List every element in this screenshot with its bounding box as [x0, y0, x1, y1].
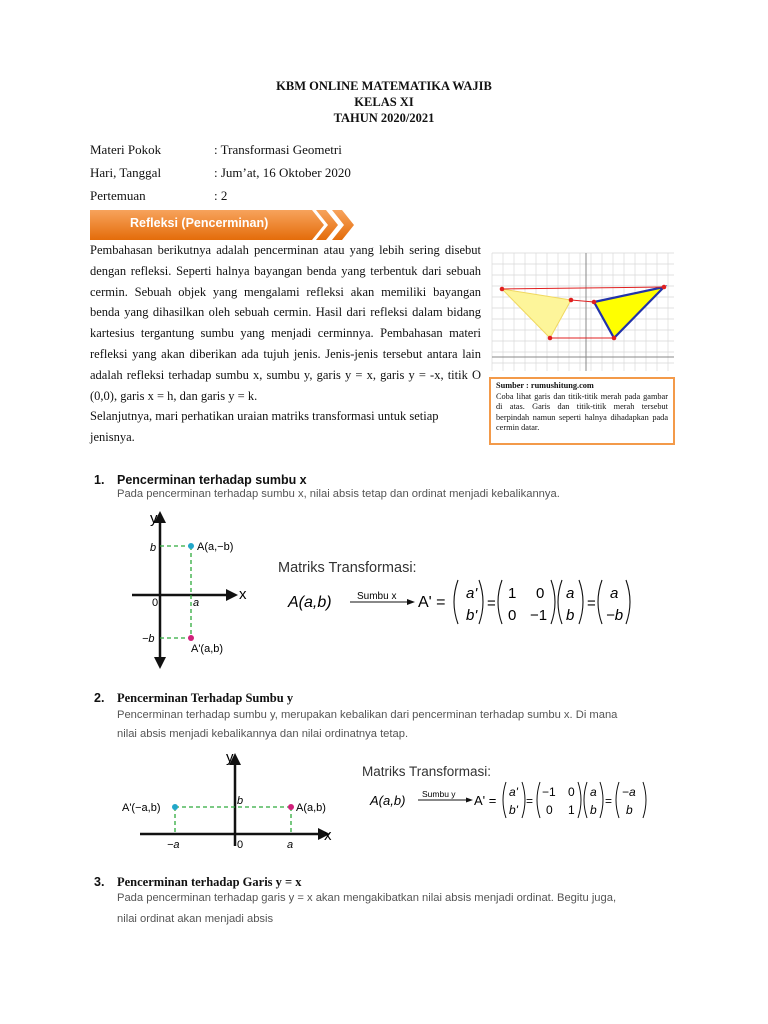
meta-value-tanggal: : Jum’at, 16 Oktober 2020	[214, 165, 351, 180]
svg-text:1: 1	[568, 803, 575, 817]
matrix-title: Matriks Transformasi:	[362, 764, 492, 779]
svg-text:0: 0	[568, 785, 575, 799]
svg-text:=: =	[487, 595, 496, 612]
section-3-number: 3.	[94, 875, 105, 889]
matrix-title: Matriks Transformasi:	[278, 560, 417, 576]
x-axis-arrow	[226, 589, 238, 601]
matrix-lhs: A(a,b)	[288, 594, 332, 611]
a-label: a	[193, 597, 200, 609]
intro-continuation: Selanjutnya, mari perhatikan uraian matriks transformasi untuk setiap jenisnya.	[90, 409, 439, 445]
section-1-graph	[120, 505, 260, 671]
svg-text:−b: −b	[606, 607, 624, 624]
svg-text:−a: −a	[622, 785, 636, 799]
svg-text:1: 1	[508, 585, 517, 602]
doc-class: KELAS XI	[354, 95, 414, 109]
section-3-desc-2: nilai ordinat akan menjadi absis	[117, 913, 274, 925]
matrix-arrow-label: Sumbu x	[357, 591, 397, 602]
origin-label: 0	[237, 839, 244, 851]
point-original	[188, 543, 194, 549]
figure-source: Sumber : rumushitung.com	[496, 381, 594, 390]
svg-text:a': a'	[466, 585, 478, 602]
figure-caption-box	[489, 377, 675, 445]
y-label: y	[150, 510, 158, 527]
image-label: A'(−a,b)	[122, 802, 161, 814]
svg-text:=: =	[526, 794, 534, 808]
neg-a-label: −a	[167, 839, 180, 851]
section-2-graph	[118, 748, 340, 854]
origin-label: 0	[152, 597, 159, 609]
section-2-title: Pencerminan Terhadap Sumbu y	[117, 691, 294, 705]
b-label: b	[237, 795, 244, 807]
meta-label-materi: Materi Pokok	[90, 142, 162, 157]
section-1-matrix	[276, 556, 646, 628]
matrix-rhs: A' =	[474, 793, 497, 808]
matrix-rhs: A' =	[418, 594, 446, 611]
svg-text:b: b	[626, 803, 633, 817]
point-label: A(a,b)	[296, 802, 326, 814]
x-label: x	[324, 827, 332, 844]
svg-text:−1: −1	[542, 785, 556, 799]
svg-text:a': a'	[509, 785, 518, 799]
meta-label-tanggal: Hari, Tanggal	[90, 165, 162, 180]
point-label: A(a,−b)	[197, 541, 234, 553]
svg-text:a: a	[590, 785, 597, 799]
intro-text	[90, 240, 481, 448]
svg-text:a: a	[610, 585, 619, 602]
meta-value-pertemuan: : 2	[214, 188, 228, 203]
intro-paragraph: Pembahasan berikutnya adalah pencerminan atau yang lebih sering disebut dengan refleksi. Seperti halnya bayangan benda yang terbentuk dari sebuah cermin. Sebuah objek yang mengalami refleksi akan memiliki bayangan benda yang dihasilkan oleh sebuah cermin. Hasil dari refleksi dalam bidang kartesius tergantung sumbu yang menjadi cerminnya. Pembahasan materi refleksi yang akan diberikan ada tujuh jenis. Jenis-jenis tersebut antara lain adalah refleksi terhadap sumbu x, sumbu y, garis y = x, garis y = -x, titik O (0,0), garis x = h, dan garis y = k.	[90, 243, 481, 403]
svg-text:b': b'	[509, 803, 518, 817]
point-image	[188, 635, 194, 641]
b-label: b	[150, 542, 157, 554]
matrix-lhs: A(a,b)	[370, 793, 406, 808]
section-1-desc: Pada pencerminan terhadap sumbu x, nilai absis tetap dan ordinat menjadi kebalikannya.	[117, 488, 560, 500]
doc-year: TAHUN 2020/2021	[333, 111, 435, 125]
section-2-number: 2.	[94, 691, 105, 705]
svg-text:b: b	[566, 607, 575, 624]
figure-caption-text: Coba lihat garis dan titik-titik merah pada gambar di atas. Garis dan titik-titik merah tersebut berpindah namun seperti halnya dihadapkan pada cermin datar.	[496, 391, 668, 433]
section-2-matrix	[360, 762, 660, 822]
image-label: A'(a,b)	[191, 643, 224, 655]
svg-text:=: =	[587, 595, 596, 612]
svg-text:b': b'	[466, 607, 478, 624]
svg-text:a: a	[566, 585, 575, 602]
matrix-arrow	[407, 599, 415, 605]
section-1-number: 1.	[94, 473, 105, 487]
section-3-desc-1: Pada pencerminan terhadap garis y = x akan mengakibatkan nilai absis menjadi ordinat. Begitu juga,	[117, 892, 617, 904]
point-original	[288, 804, 294, 810]
point-image	[172, 804, 178, 810]
svg-text:b: b	[590, 803, 597, 817]
banner-label: Refleksi (Pencerminan)	[130, 216, 269, 230]
matrix-arrow-label: Sumbu y	[422, 789, 456, 799]
matrix-arrow	[466, 798, 473, 803]
section-2-desc-1: Pencerminan terhadap sumbu y, merupakan kebalikan dari pencerminan terhadap sumbu x. Di mana	[117, 709, 618, 721]
y-label: y	[226, 749, 234, 766]
a-label: a	[287, 839, 294, 851]
x-label: x	[239, 586, 247, 603]
meta-label-pertemuan: Pertemuan	[90, 188, 146, 203]
svg-text:0: 0	[546, 803, 553, 817]
section-3-title: Pencerminan terhadap Garis y = x	[117, 875, 302, 889]
section-2-desc-2: nilai absis menjadi kebalikannya dan nilai ordinatnya tetap.	[117, 728, 409, 740]
svg-text:0: 0	[536, 585, 545, 602]
svg-text:−1: −1	[530, 607, 548, 624]
reflection-figure	[490, 251, 676, 373]
svg-text:=: =	[605, 794, 613, 808]
neg-b-label: −b	[142, 633, 155, 645]
section-1-title: Pencerminan terhadap sumbu x	[117, 473, 307, 487]
meta-value-materi: : Transformasi Geometri	[214, 142, 342, 157]
doc-title: KBM ONLINE MATEMATIKA WAJIB	[276, 79, 492, 93]
svg-text:0: 0	[508, 607, 517, 624]
